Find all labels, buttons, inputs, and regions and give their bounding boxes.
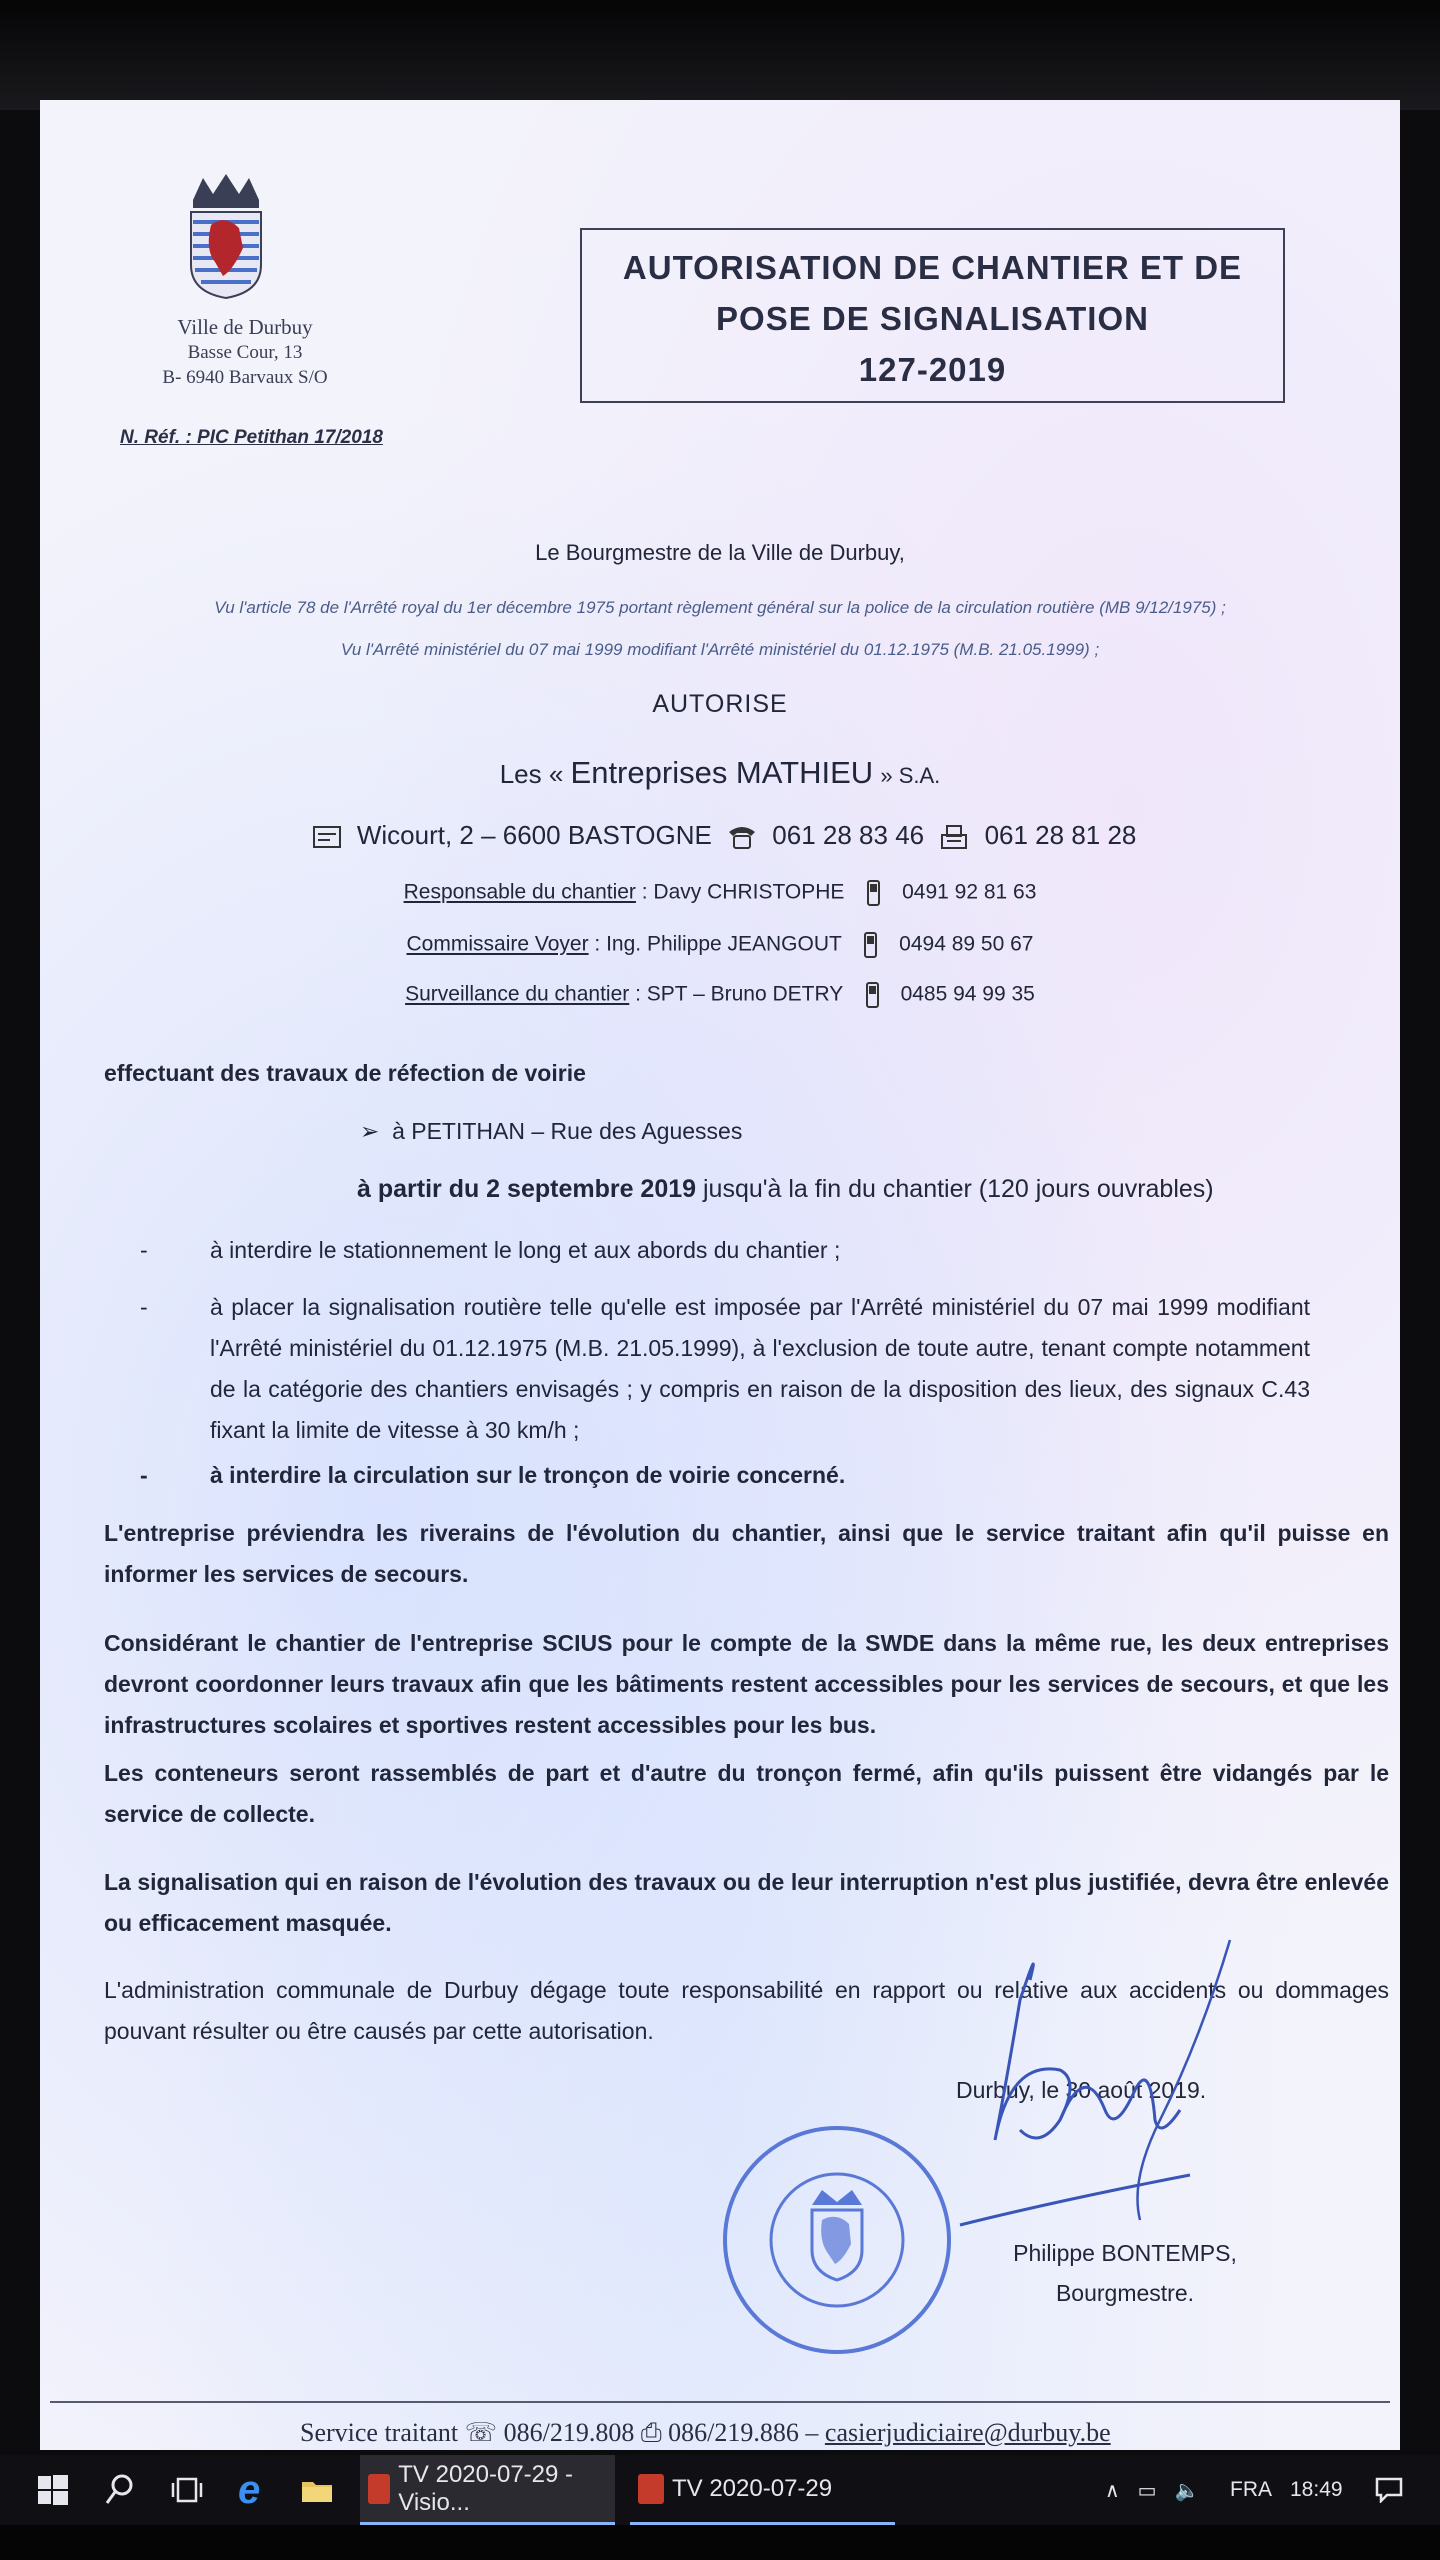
period-rest: jusqu'à la fin du chantier (120 jours ouvrables): [696, 1175, 1214, 1203]
contact-phone: 0485 94 99 35: [900, 982, 1035, 1006]
municipality-name: Ville de Durbuy: [177, 315, 313, 339]
signatory: [975, 2233, 1275, 2313]
company-phone: 061 28 83 46: [772, 820, 925, 850]
chevron-up-icon[interactable]: ∧: [1105, 2479, 1120, 2502]
title-line-1: AUTORISATION DE CHANTIER ET DE: [622, 249, 1243, 286]
telephone-icon: [727, 824, 757, 850]
title-number: 127-2019: [858, 351, 1007, 388]
company-line: [40, 755, 1400, 791]
works-period: [357, 1175, 1214, 1204]
letter-icon: [312, 824, 342, 850]
mobile-phone-icon: [857, 982, 887, 1008]
works-location: [360, 1118, 742, 1145]
monitor-bezel-bottom: [0, 2525, 1440, 2560]
signatory-name: Philippe BONTEMPS,: [1013, 2240, 1237, 2266]
footer-label: Service traitant: [300, 2418, 459, 2447]
windows-start-icon[interactable]: [38, 2455, 88, 2525]
dash-bullet: -: [140, 1462, 148, 1488]
contact-site-manager: [40, 880, 1400, 906]
powerpoint-icon: [368, 2474, 390, 2504]
battery-icon[interactable]: ▭: [1137, 2479, 1157, 2502]
search-icon[interactable]: [105, 2455, 135, 2525]
paragraph-liability: L'administration communale de Durbuy dégage toute responsabilité en rapport ou relative aux accidents ou dommages pouvant résulter ou être causés par cette autorisation.: [104, 1977, 1389, 2044]
start-date: à partir du 2 septembre 2019: [357, 1175, 697, 1203]
condition-item: [140, 1230, 1310, 1271]
mobile-phone-icon: [858, 880, 888, 906]
contact-role: Surveillance du chantier: [405, 982, 630, 1006]
arrow-bullet-icon: ➢: [360, 1118, 393, 1144]
document-title-box: [580, 228, 1285, 403]
system-clock[interactable]: 18:49: [1290, 2478, 1343, 2501]
dash-bullet: -: [140, 1294, 148, 1320]
taskbar-app-label: TV 2020-07-29 - Visio...: [398, 2460, 574, 2516]
contact-role: Commissaire Voyer: [406, 932, 589, 956]
municipality-street: Basse Cour, 13: [187, 342, 303, 363]
condition-text: à interdire le stationnement le long et aux abords du chantier ;: [210, 1237, 841, 1263]
edge-browser-icon[interactable]: e: [238, 2467, 261, 2512]
windows-taskbar: [0, 2455, 1440, 2525]
contact-phone: 0491 92 81 63: [902, 880, 1037, 904]
condition-text: à placer la signalisation routière telle qu'elle est imposée par l'Arrêté ministériel du 07 mai 1999 modifiant l'Arrêté ministériel du 01.12.1975 (M.B. 21.05.1999), à l'exclusion de toute autre, tenant compte notamment de la catégorie des chantiers envisagés ; y compris en raison de la disposition des lieux, des signaux C.43 fixant la limite de vitesse à 30 km/h ;: [210, 1294, 1310, 1443]
contact-role: Responsable du chantier: [403, 880, 636, 904]
notification-icon[interactable]: [1375, 2455, 1403, 2525]
works-description: effectuant des travaux de réfection de voirie: [104, 1060, 586, 1086]
municipality-city: B- 6940 Barvaux S/O: [162, 367, 328, 388]
paragraph-residents: L'entreprise préviendra les riverains de l'évolution du chantier, ainsi que le service traitant afin qu'il puisse en informer les services de secours.: [104, 1520, 1389, 1587]
footer-contact: [300, 2418, 1111, 2449]
taskbar-app-label: TV 2020-07-29: [672, 2474, 833, 2502]
footer-divider: [50, 2401, 1390, 2403]
taskbar-app-visio[interactable]: [360, 2455, 615, 2525]
authority-line: Le Bourgmestre de la Ville de Durbuy,: [535, 540, 905, 565]
legal-basis-2: Vu l'Arrêté ministériel du 07 mai 1999 modifiant l'Arrêté ministériel du 01.12.1975 (M.B. 21.05.1999) ;: [340, 640, 1100, 659]
contact-phone: 0494 89 50 67: [899, 932, 1034, 956]
powerpoint-icon: [638, 2474, 664, 2504]
company-fax: 061 28 81 28: [984, 820, 1137, 850]
task-view-icon[interactable]: [170, 2455, 204, 2525]
location-text: à PETITHAN – Rue des Aguesses: [392, 1118, 743, 1144]
document-page: [40, 100, 1400, 2450]
footer-fax: 086/219.886: [668, 2418, 799, 2447]
paragraph-coordination: Considérant le chantier de l'entreprise SCIUS pour le compte de la SWDE dans la même rue, les deux entreprises devront coordonner leurs travaux afin que les bâtiments restent accessibles pour les services de secours, et que les infrastructures scolaires et sportives restent accessibles pour les bus.: [104, 1630, 1389, 1738]
company-suffix: » S.A.: [880, 763, 941, 788]
contact-name: : Davy CHRISTOPHE: [641, 880, 845, 904]
condition-item: [140, 1455, 1310, 1496]
volume-icon[interactable]: 🔈: [1174, 2479, 1200, 2502]
condition-item: [140, 1287, 1310, 1451]
footer-separator: –: [805, 2418, 819, 2447]
company-contact-line: [40, 820, 1400, 851]
authorizes-heading: AUTORISE: [652, 690, 788, 718]
reference-number: N. Réf. : PIC Petithan 17/2018: [120, 427, 383, 448]
fax-icon: ⎙: [640, 2418, 662, 2447]
contact-road-commissioner: [40, 932, 1400, 958]
input-language[interactable]: FRA: [1230, 2478, 1272, 2501]
contact-site-supervision: [40, 982, 1400, 1008]
dash-bullet: -: [140, 1237, 148, 1263]
mobile-phone-icon: [855, 932, 885, 958]
company-address: Wicourt, 2 – 6600 BASTOGNE: [356, 820, 712, 850]
system-tray[interactable]: [1105, 2455, 1199, 2525]
footer-email[interactable]: casierjudiciaire@durbuy.be: [824, 2418, 1111, 2447]
coat-of-arms-icon: [185, 170, 267, 300]
paragraph-signage-removal: La signalisation qui en raison de l'évolution des travaux ou de leur interruption n'est plus justifiée, devra être enlevée ou efficacement masquée.: [104, 1869, 1389, 1936]
title-line-2: POSE DE SIGNALISATION: [716, 300, 1149, 337]
signatory-title: Bourgmestre.: [1055, 2280, 1195, 2306]
telephone-icon: ☏: [464, 2418, 498, 2447]
contact-name: : Ing. Philippe JEANGOUT: [594, 932, 842, 956]
place-and-date: Durbuy, le 30 août 2019.: [956, 2077, 1207, 2103]
company-name: Entreprises MATHIEU: [570, 755, 874, 790]
legal-basis-1: Vu l'article 78 de l'Arrêté royal du 1er décembre 1975 portant règlement général sur la police de la circulation routière (MB 9/12/1975) ;: [214, 598, 1226, 617]
taskbar-app-tv[interactable]: [630, 2455, 895, 2525]
company-prefix: Les «: [499, 759, 564, 789]
contact-name: : SPT – Bruno DETRY: [635, 982, 843, 1006]
condition-text: à interdire la circulation sur le tronçon de voirie concerné.: [210, 1462, 846, 1488]
file-explorer-icon[interactable]: [300, 2455, 334, 2525]
fax-icon: [939, 824, 969, 850]
paragraph-containers: Les conteneurs seront rassemblés de part et d'autre du tronçon fermé, afin qu'ils puissent être vidangés par le service de collecte.: [104, 1760, 1389, 1827]
footer-phone: 086/219.808: [503, 2418, 635, 2447]
monitor-bezel: [0, 0, 1440, 110]
municipality-address: [130, 315, 360, 390]
